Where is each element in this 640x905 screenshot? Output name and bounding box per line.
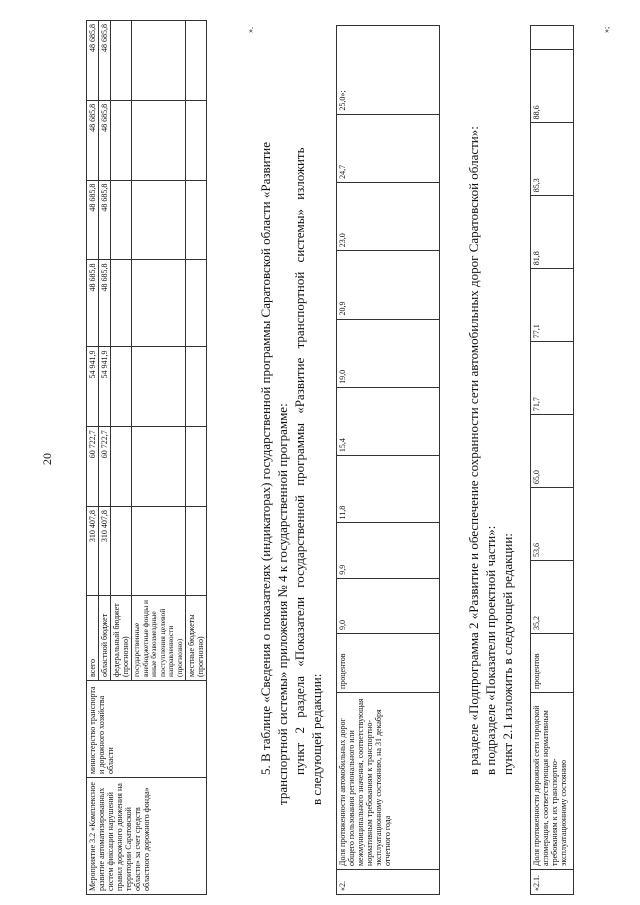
table-cell: 19,0 — [337, 319, 440, 387]
table-cell: 54 941,9 — [87, 347, 99, 427]
indicator-unit: процентов — [337, 634, 440, 693]
paragraph-line: в подразделе «Показатели проектной части»: — [483, 525, 498, 775]
table-cell: 310 407,8 — [99, 507, 111, 596]
table-cell: 9,9 — [337, 523, 440, 578]
table-cell — [531, 26, 574, 50]
table-cell: 48 685,8 — [99, 21, 111, 101]
source-label: областной бюджет — [99, 596, 111, 681]
table-cell: 48 685,8 — [87, 260, 99, 347]
paragraph-line: в следующей редакции: — [309, 673, 324, 805]
table-cell: 60 722,7 — [99, 427, 111, 507]
table-cell: 35,2 — [531, 561, 574, 634]
indicator-unit: процентов — [531, 634, 574, 693]
table-cell: 25,0»; — [337, 26, 440, 115]
indicator-name: Доля протяженности автомобильных дорог общего пользования регионального или межмуниципального значения, соответствующая нормативным требованиям к транспортно-эксплуатационному состоянию, на 31 декабря отчетного года — [337, 693, 440, 870]
indicator-name: Доля протяженности дорожной сети городской агломерации, соответствующая нормативным требованиям к их транспортно-эксплуатационному состоянию — [531, 693, 574, 870]
table-cell: 54 941,9 — [99, 347, 111, 427]
table-cell: 71,7 — [531, 342, 574, 415]
table-cell: 48 685,8 — [87, 21, 99, 101]
row-code: «2. — [337, 870, 440, 895]
page-number: 20 — [40, 453, 54, 465]
table-cell: 9,0 — [337, 578, 440, 633]
row-code: «2.1. — [531, 870, 574, 895]
source-label: местные бюджеты (прогнозно) — [186, 596, 207, 681]
table-cell: 20,9 — [337, 251, 440, 319]
responsible-cell: министерство транспорта и дорожного хозяйства области — [87, 681, 207, 778]
table-cell: 53,6 — [531, 488, 574, 561]
closing-quote: »; — [602, 26, 611, 33]
paragraph-line: в разделе «Подпрограмма 2 «Развитие и обеспечение сохранности сети автомобильных дорог Саратовской области»: — [466, 126, 481, 775]
table-cell: 310 407,8 — [87, 507, 99, 596]
measure-name-cell: Мероприятие 3.2 «Комплексное развитие автоматизированных систем фиксации нарушений правил дорожного движения на территории Саратовской области» за счет средств областного дорожного фонда» — [87, 778, 207, 895]
table-cell: 15,4 — [337, 387, 440, 455]
table-cell: 65,0 — [531, 415, 574, 488]
table-row — [87, 21, 99, 895]
table-cell: 48 685,8 — [87, 100, 99, 180]
source-label: государственные внебюджетные фонды и иные безвозмездные поступления целевой направленности (прогнозно) — [132, 596, 186, 681]
closing-quote: ». — [246, 27, 255, 33]
paragraph-line: пункт 2.1 изложить в следующей редакции: — [500, 533, 515, 775]
table-row — [531, 26, 574, 895]
paragraph-line: 5. В таблице «Сведения о показателях (индикаторах) государственной программы Саратовской области «Развитие — [258, 142, 273, 775]
table-row — [337, 26, 440, 895]
paragraph-line: транспортной системы» приложения № 4 к государственной программе: — [275, 403, 290, 805]
table-cell: 88,6 — [531, 50, 574, 123]
table-cell: 23,0 — [337, 182, 440, 250]
table-cell: 48 685,8 — [99, 180, 111, 260]
source-label: всего — [87, 596, 99, 681]
paragraph-line: пункт 2 раздела «Показатели государственной программы «Развитие транспортной системы» изложить — [292, 147, 307, 775]
table-cell: 77,1 — [531, 269, 574, 342]
table-cell: 85,3 — [531, 123, 574, 196]
table-cell: 81,8 — [531, 196, 574, 269]
table-cell: 48 685,8 — [99, 260, 111, 347]
indicator-table — [336, 25, 440, 895]
source-label: федеральный бюджет (прогнозно) — [111, 596, 132, 681]
funding-table — [86, 20, 207, 895]
indicator-table — [530, 25, 574, 895]
table-cell: 24,7 — [337, 114, 440, 182]
table-cell: 60 722,7 — [87, 427, 99, 507]
table-cell: 48 685,8 — [99, 100, 111, 180]
table-cell: 48 685,8 — [87, 180, 99, 260]
table-cell: 11,8 — [337, 456, 440, 523]
